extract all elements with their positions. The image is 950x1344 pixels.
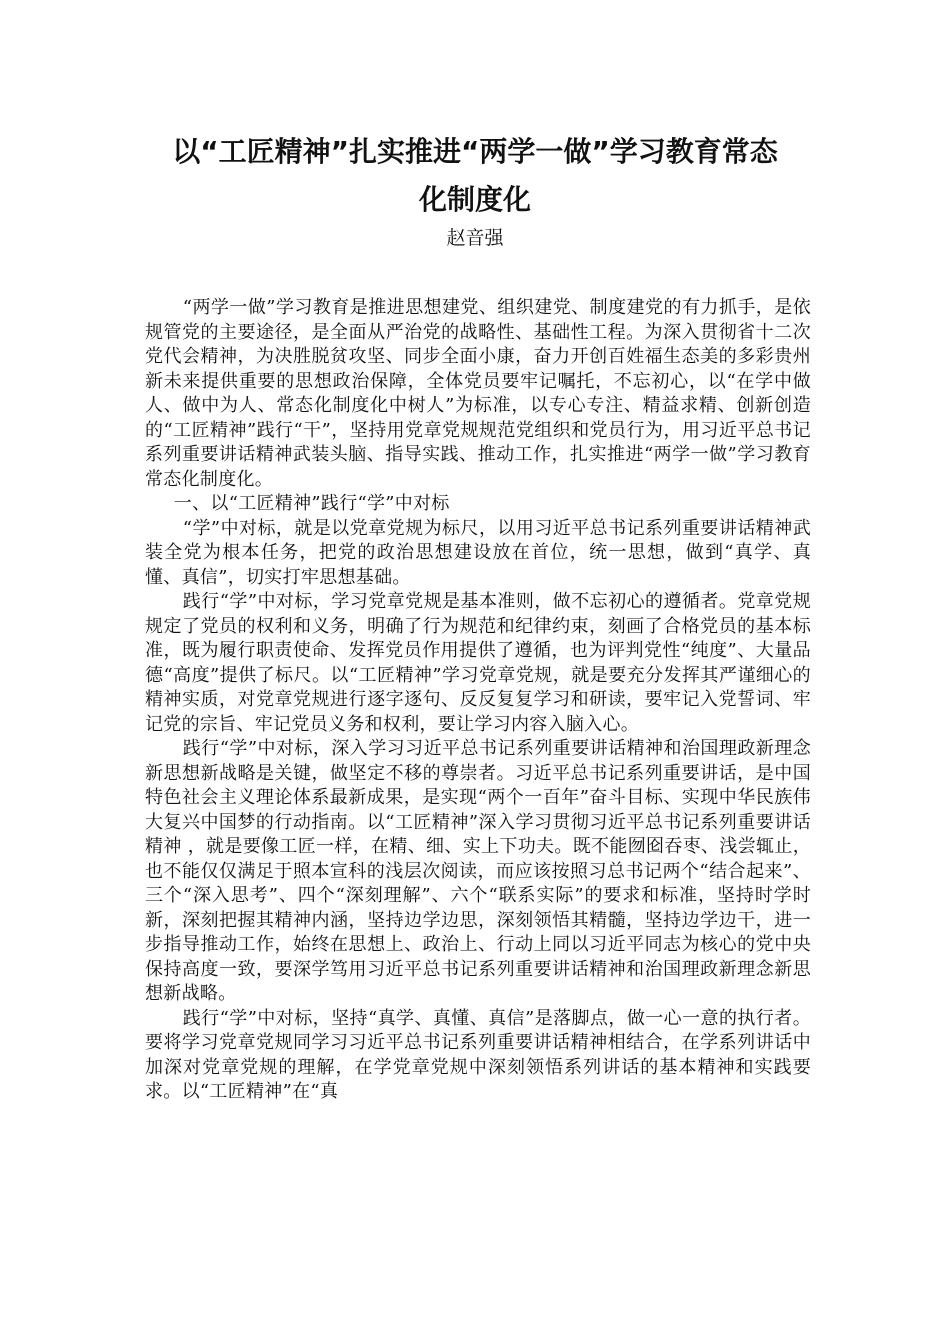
document-title-line-2: 化制度化 <box>418 183 531 216</box>
paragraph-intro: “两学一做”学习教育是推进思想建党、组织建党、制度建党的有力抓手，是依规管党的主要途径，是全面从严治党的战略性、基础性工程。为深入贯彻省十二次党代会精神，为决胜脱贫攻坚、同步全面小康，奋力开创百姓福生态美的多彩贵州新未来提供重要的思想政治保障，全体党员要牢记嘱托，不忘初心，以“在学中做人、做中为人、常态化制度化中树人”为标准，以专心专注、精益求精、创新创造的“工匠精神”践行“干”，坚持用党章党规规范党组织和党员行为，用习近平总书记系列重要讲话精神武装头脑、指导实践、推动工作，扎实推进“两学一做”学习教育常态化制度化。 <box>145 297 811 490</box>
document-body <box>145 296 811 1105</box>
document-title-line-1: 以“工匠精神”扎实推进“两学一做”学习教育常态 <box>172 135 778 168</box>
paragraph: 践行“学”中对标，坚持“真学、真懂、真信”是落脚点，做一心一意的执行者。要将学习党章党规同学习习近平总书记系列重要讲话精神相结合，在学系列讲话中加深对党章党规的理解，在学党章党规中深刻领悟系列讲话的基本精神和实践要求。以“工匠精神”在“真 <box>145 1007 811 1102</box>
paragraph: 践行“学”中对标，学习党章党规是基本准则，做不忘初心的遵循者。党章党规规定了党员的权利和义务，明确了行为规范和纪律约束，刻画了合格党员的基本标准，既为履行职责使命、发挥党员作用提供了遵循，也为评判党性“纯度”、大量品德“高度”提供了标尺。以“工匠精神”学习党章党规，就是要充分发挥其严谨细心的精神实质，对党章党规进行逐字逐句、反反复复学习和研读，要牢记入党誓词、牢记党的宗旨、牢记党员义务和权利，要让学习内容入脑入心。 <box>145 591 811 735</box>
paragraph: “学”中对标，就是以党章党规为标尺，以用习近平总书记系列重要讲话精神武装全党为根本任务，把党的政治思想建设放在首位，统一思想，做到“真学、真懂、真信”，切实打牢思想基础。 <box>145 517 811 588</box>
paragraph: 践行“学”中对标，深入学习习近平总书记系列重要讲话精神和治国理政新理念新思想新战略是关键，做坚定不移的尊崇者。习近平总书记系列重要讲话，是中国特色社会主义理论体系最新成果，是实现“两个一百年”奋斗目标、实现中华民族伟大复兴中国梦的行动指南。以“工匠精神”深入学习贯彻习近平总书记系列重要讲话精神 ，就是要像工匠一样，在精、细、实上下功夫。既不能囫囵吞枣、浅尝辄止，也不能仅仅满足于照本宣科的浅层次阅读，而应该按照习总书记两个“结合起来”、三个“深入思考”、四个“深刻理解”、六个“联系实际”的要求和标准，坚持时学时新，深刻把握其精神内涵，坚持边学边思，深刻领悟其精髓，坚持边学边干，进一步指导推动工作，始终在思想上、政治上、行动上同以习近平同志为核心的党中央保持高度一致，要深学笃用习近平总书记系列重要讲话精神和治国理政新理念新思想新战略。 <box>145 738 811 1004</box>
section-heading: 一、以“工匠精神”践行“学”中对标 <box>173 493 450 514</box>
author-name: 赵音强 <box>446 227 504 249</box>
